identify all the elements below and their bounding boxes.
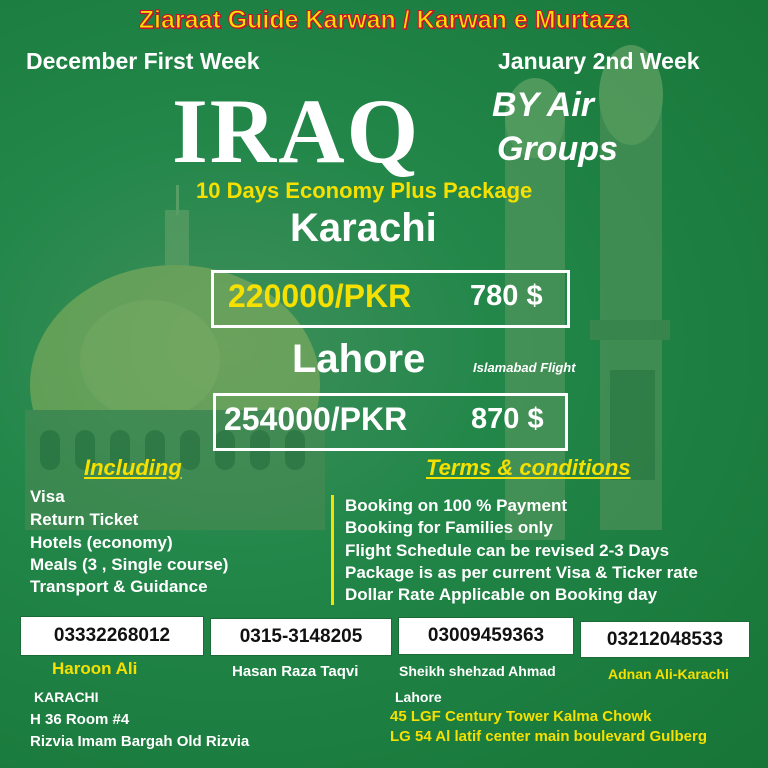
terms-item-visa-rate: Package is as per current Visa & Ticker rate	[345, 563, 698, 582]
address-karachi-line2: Rizvia Imam Bargah Old Rizvia	[30, 733, 250, 750]
travel-mode-line1: BY Air	[492, 86, 595, 124]
address-lahore-line2: LG 54 Al latif center main boulevard Gulberg	[390, 728, 708, 745]
terms-item-schedule: Flight Schedule can be revised 2-3 Days	[345, 541, 670, 560]
including-item-meals: Meals (3 , Single course)	[30, 555, 229, 574]
terms-heading: Terms & conditions	[426, 455, 631, 480]
including-item-visa: Visa	[30, 487, 65, 506]
contact-phone-haroon[interactable]: 03332268012	[20, 616, 204, 656]
contact-name-shehzad: Sheikh shehzad Ahmad	[399, 663, 556, 679]
contact-name-adnan: Adnan Ali-Karachi	[608, 666, 729, 682]
address-lahore-city: Lahore	[395, 689, 442, 705]
contact-name-haroon: Haroon Ali	[52, 659, 138, 678]
package-title: 10 Days Economy Plus Package	[196, 178, 533, 203]
karachi-price-usd: 780 $	[470, 280, 543, 312]
karachi-city: Karachi	[290, 206, 437, 250]
including-item-ticket: Return Ticket	[30, 510, 139, 529]
including-heading: Including	[84, 455, 182, 480]
header-title: Ziaraat Guide Karwan / Karwan e Murtaza	[138, 6, 630, 34]
karachi-price-pkr: 220000/PKR	[228, 278, 412, 314]
lahore-flight-note: Islamabad Flight	[473, 360, 576, 375]
address-karachi-line1: H 36 Room #4	[30, 711, 130, 728]
section-divider	[331, 495, 334, 605]
destination-title: IRAQ	[172, 80, 421, 182]
date-right: January 2nd Week	[498, 48, 700, 74]
terms-item-payment: Booking on 100 % Payment	[345, 496, 567, 515]
terms-item-dollar-rate: Dollar Rate Applicable on Booking day	[345, 585, 658, 604]
lahore-city: Lahore	[292, 337, 426, 381]
including-item-hotels: Hotels (economy)	[30, 533, 173, 552]
contact-phone-shehzad[interactable]: 03009459363	[398, 617, 574, 655]
including-item-transport: Transport & Guidance	[30, 577, 208, 596]
lahore-price-pkr: 254000/PKR	[224, 401, 408, 437]
travel-mode-line2: Groups	[497, 130, 618, 168]
address-lahore-line1: 45 LGF Century Tower Kalma Chowk	[390, 708, 652, 725]
terms-item-families: Booking for Families only	[345, 518, 553, 537]
contact-name-hasan: Hasan Raza Taqvi	[232, 663, 359, 680]
date-left: December First Week	[26, 48, 260, 74]
address-karachi-city: KARACHI	[34, 689, 99, 705]
lahore-price-usd: 870 $	[471, 403, 544, 435]
contact-phone-adnan[interactable]: 03212048533	[580, 621, 750, 658]
contact-phone-hasan[interactable]: 0315-3148205	[210, 618, 392, 656]
